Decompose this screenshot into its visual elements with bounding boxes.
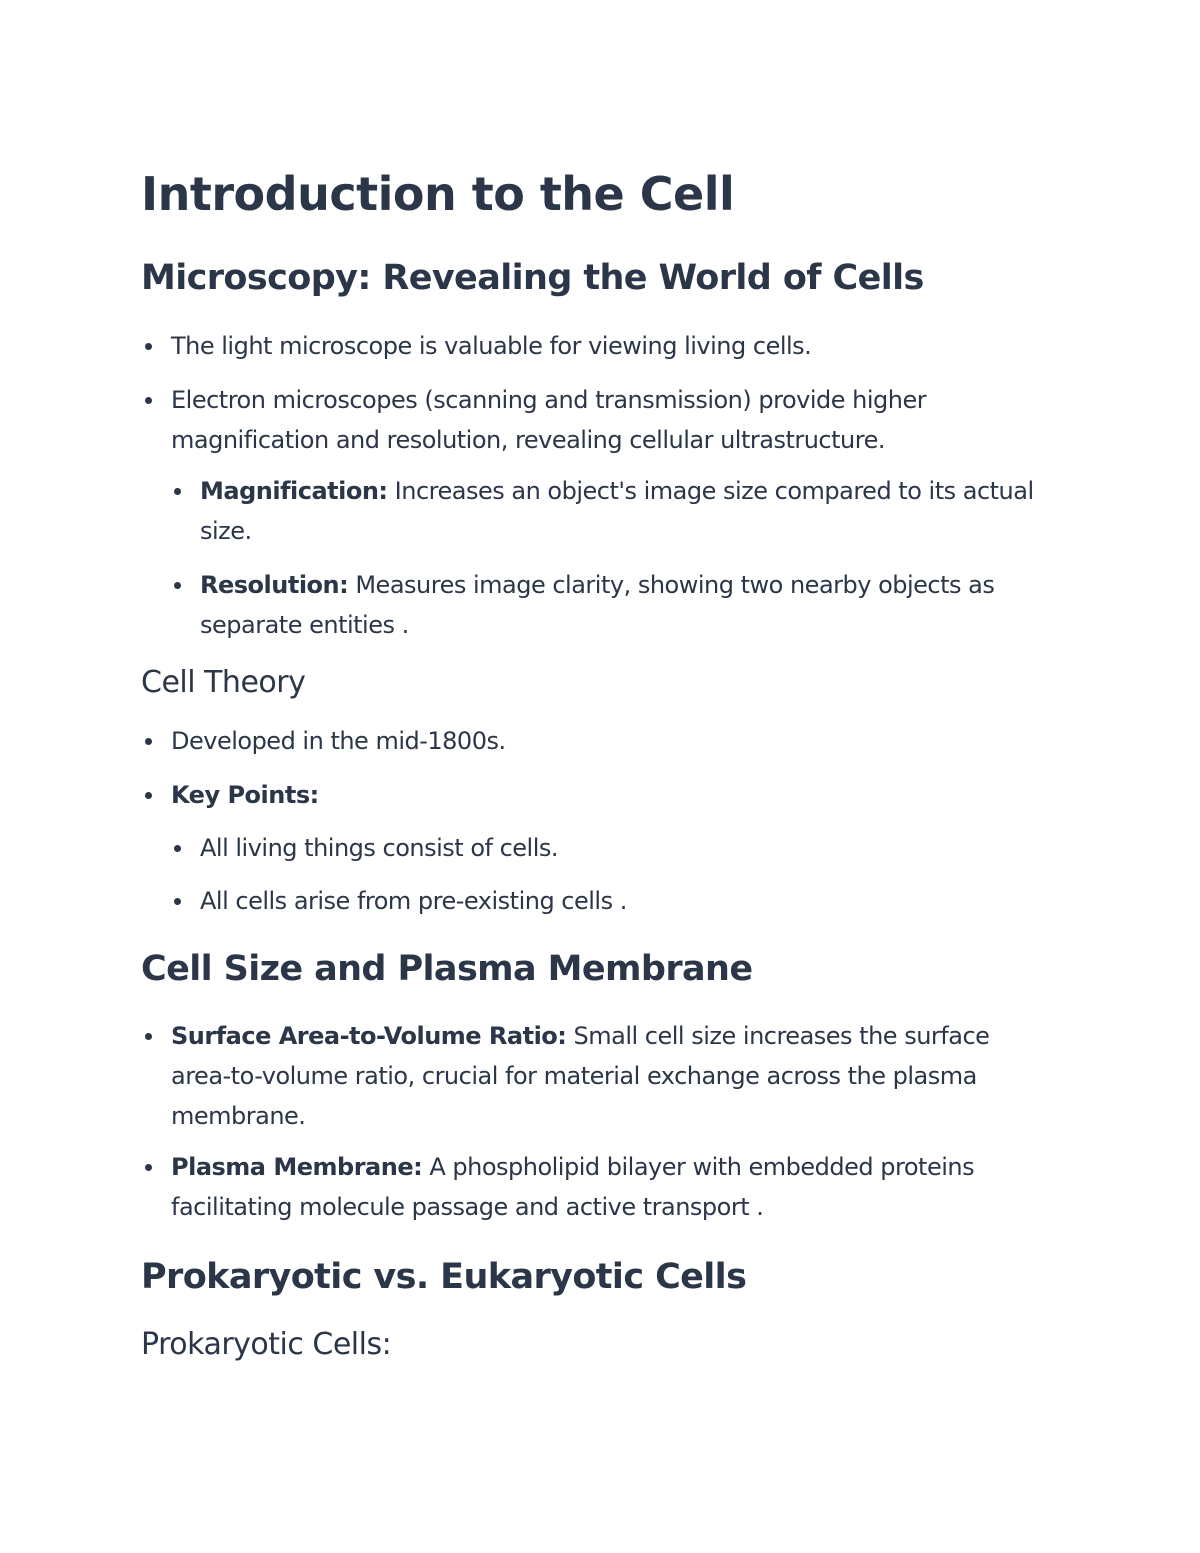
list-item-text: The light microscope is valuable for viewing living cells. [171,332,812,360]
list-item-text: All living things consist of cells. [200,834,559,862]
bullet-icon [174,898,181,905]
term-label: Plasma Membrane: [171,1153,423,1181]
list-item-label: Key Points: [171,781,319,809]
term-definition: Small cell size increases the surface area-to-volume ratio, crucial for material exchange across the plasma membrane. [171,1022,990,1130]
heading-prokaryotic-cells: Prokaryotic Cells: [141,1327,392,1362]
bullet-icon [174,488,181,495]
list-item [171,380,1051,460]
sub-list-item [200,471,1050,551]
heading-cell-size: Cell Size and Plasma Membrane [141,949,753,989]
list-item [171,1147,1051,1227]
term-definition: A phospholipid bilayer with embedded proteins facilitating molecule passage and active transport . [171,1153,975,1221]
term-label: Resolution: [200,571,349,599]
list-item-text: Electron microscopes (scanning and transmission) provide higher magnification and resolution, revealing cellular ultrastructure. [171,386,927,454]
list-item [171,721,1051,761]
heading-cell-theory: Cell Theory [141,665,306,700]
sub-list-item [200,565,1050,645]
sub-list-item [200,881,1050,921]
bullet-icon [145,1033,152,1040]
sub-list-item [200,828,1050,868]
term-definition: Measures image clarity, showing two nearby objects as separate entities . [200,571,995,639]
term-definition: Increases an object's image size compared to its actual size. [200,477,1034,545]
term-label: Magnification: [200,477,388,505]
heading-microscopy: Microscopy: Revealing the World of Cells [141,258,924,298]
list-item [171,326,1051,366]
bullet-icon [145,738,152,745]
term-label: Surface Area-to-Volume Ratio: [171,1022,567,1050]
heading-prokaryotic-vs-eukaryotic: Prokaryotic vs. Eukaryotic Cells [141,1257,747,1297]
bullet-icon [145,792,152,799]
bullet-icon [145,1164,152,1171]
list-item [171,775,1051,815]
bullet-icon [145,343,152,350]
list-item [171,1016,1051,1136]
bullet-icon [174,845,181,852]
list-item-text: All cells arise from pre-existing cells . [200,887,627,915]
list-item-text: Developed in the mid-1800s. [171,727,506,755]
bullet-icon [174,582,181,589]
page-title: Introduction to the Cell [141,167,735,221]
bullet-icon [145,397,152,404]
